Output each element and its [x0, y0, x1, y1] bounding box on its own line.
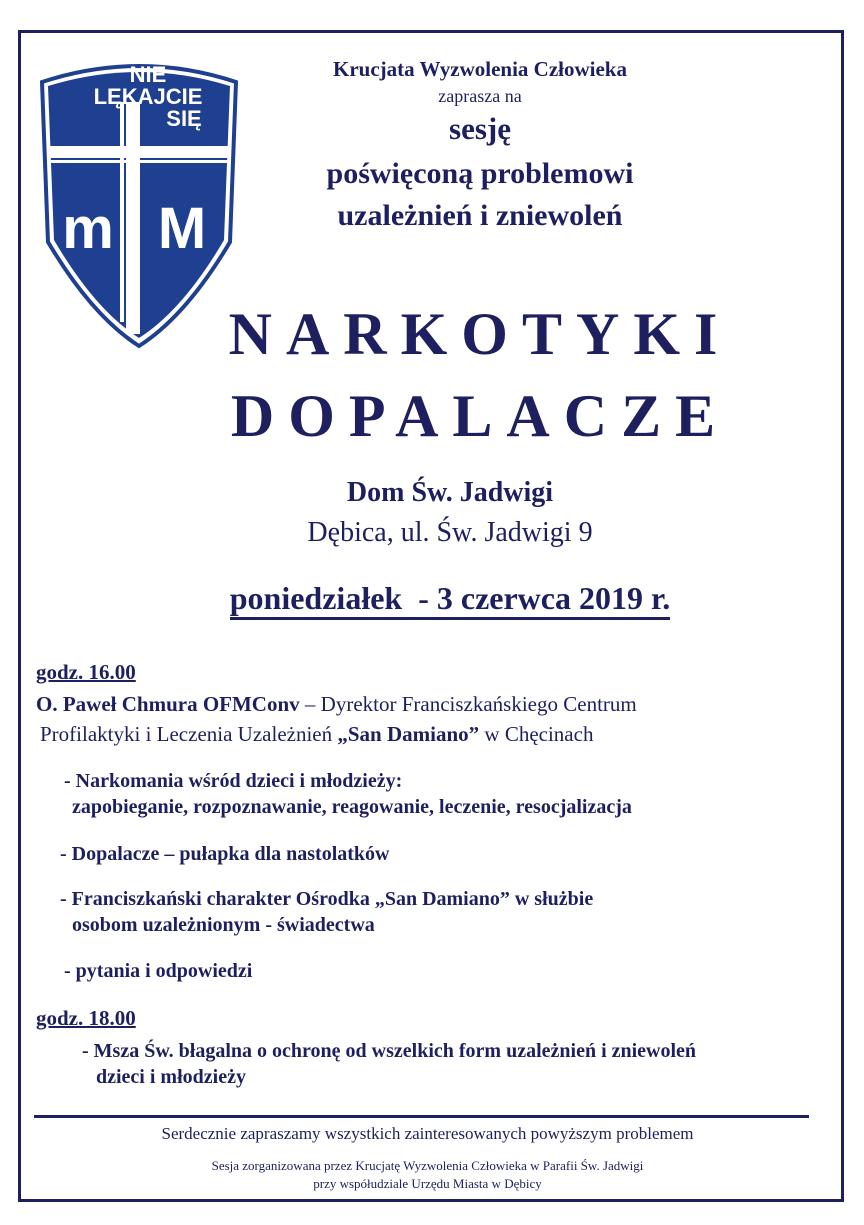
topic-1-line-1: - Narkomania wśród dzieci i młodzieży:	[64, 770, 403, 792]
title-dopalacze: DOPALACZE	[230, 383, 730, 449]
mass-line-1: - Msza Św. błagalna o ochronę od wszelkich form uzależnień i zniewoleń	[82, 1040, 697, 1062]
speaker-center: „San Damiano”	[337, 722, 480, 746]
session-heading: sesję	[449, 111, 511, 146]
logo-letter-m-small: m	[62, 196, 114, 261]
logo-text-sie: SIĘ	[166, 106, 202, 131]
footer-organizer-line2: przy współudziale Urzędu Miasta w Dębicy	[313, 1176, 542, 1191]
footer-divider	[34, 1115, 809, 1118]
topic-3-line-1: - Franciszkański charakter Ośrodka „San Damiano” w służbie	[60, 888, 594, 910]
logo-letter-m-large: M	[157, 196, 207, 261]
cross-horizontal	[50, 146, 228, 158]
event-date	[100, 580, 800, 617]
title-narkotyki: NARKOTYKI	[228, 301, 732, 367]
venue-name: Dom Św. Jadwigi	[346, 477, 554, 508]
topic-4: - pytania i odpowiedzi	[64, 960, 253, 982]
event-date-text: poniedziałek - 3 czerwca 2019 r.	[230, 580, 671, 620]
logo-text-lekajcie: LĘKAJCIE	[93, 84, 203, 109]
session-subject-line1: poświęconą problemowi	[326, 157, 634, 190]
speaker-line-2	[40, 722, 593, 747]
cross-vertical	[126, 102, 140, 334]
time-slot-2: godz. 18.00	[36, 1006, 136, 1030]
topic-2: - Dopalacze – pułapka dla nastolatków	[60, 843, 390, 865]
invites-text: zaprasza na	[438, 86, 522, 106]
speaker-role-1: – Dyrektor Franciszkańskiego Centrum	[299, 692, 637, 716]
footer-invitation: Serdecznie zapraszamy wszystkich zainteresowanych powyższym problemem	[161, 1124, 694, 1143]
footer-organizer-line1: Sesja zorganizowana przez Krucjatę Wyzwolenia Człowieka w Parafii Św. Jadwigi	[211, 1158, 644, 1173]
organizer-name: Krucjata Wyzwolenia Człowieka	[333, 57, 627, 81]
logo-text-nie: NIE	[129, 62, 167, 87]
topic-3-line-2: osobom uzależnionym - świadectwa	[72, 914, 375, 936]
speaker-line-1	[36, 692, 637, 717]
topic-1-line-2: zapobieganie, rozpoznawanie, reagowanie, leczenie, resocjalizacja	[72, 796, 632, 818]
time-slot-1: godz. 16.00	[36, 660, 136, 684]
speaker-name: O. Paweł Chmura OFMConv	[36, 692, 300, 716]
mass-line-2: dzieci i młodzieży	[96, 1066, 246, 1088]
session-subject-line2: uzależnień i zniewoleń	[337, 199, 623, 232]
speaker-role-2: Profilaktyki i Leczenia Uzależnień	[40, 722, 338, 746]
venue-address: Dębica, ul. Św. Jadwigi 9	[307, 517, 593, 548]
speaker-role-3: w Chęcinach	[479, 722, 594, 746]
